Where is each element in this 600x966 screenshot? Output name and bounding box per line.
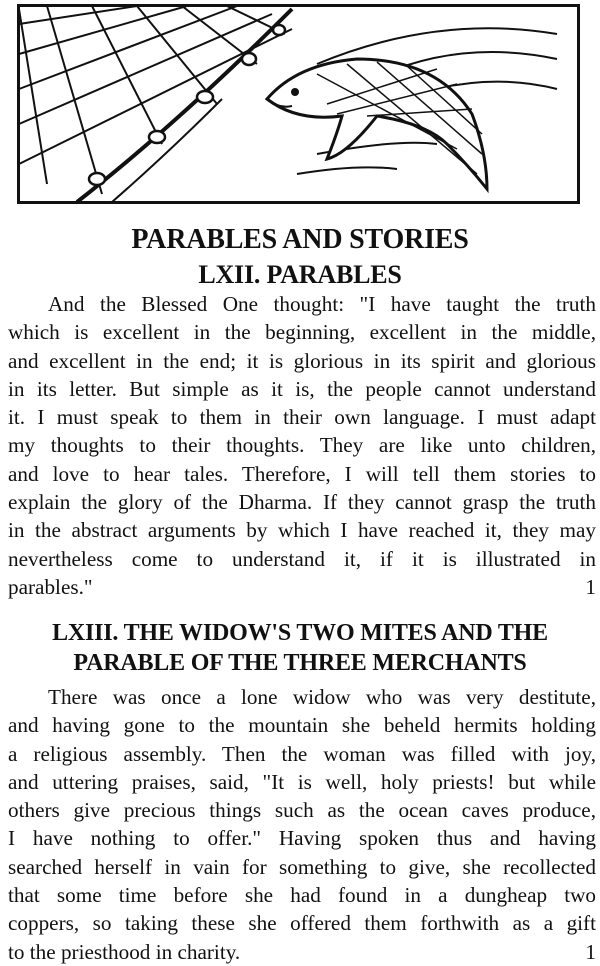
section-title-line: LXIII. THE WIDOW'S TWO MITES AND THE <box>52 620 548 646</box>
text-line: a religious assembly. Then the woman was filled with joy, <box>8 741 596 766</box>
text-line: in the abstract arguments by which I have reached it, they may <box>8 518 596 543</box>
text-line: and uttering praises, said, "It is well, holy priests! but while <box>8 769 596 794</box>
paragraph-parables <box>8 290 596 601</box>
text-line: and excellent in the end; it is glorious in its spirit and glorious <box>8 348 596 373</box>
text-line: coppers, so taking these she offered them forthwith as a gift <box>8 911 596 936</box>
text-line: which is excellent in the beginning, excellent in the middle, <box>8 320 596 345</box>
text-line: And the Blessed One thought: "I have taught the truth <box>48 292 596 316</box>
text-line: There was once a lone widow who was very destitute, <box>48 685 596 709</box>
text-line-last <box>8 573 596 601</box>
text-line: to the priesthood in charity. <box>8 939 241 964</box>
section-title-parables: LXII. PARABLES <box>198 260 402 289</box>
text-line: my thoughts to their thoughts. They are like unto children, <box>8 433 596 458</box>
fish-net-drawing <box>17 4 580 204</box>
text-line: that some time before she had found in a dungheap two <box>8 883 596 908</box>
text-line: others give precious things such as the ocean caves produce, <box>8 798 596 823</box>
section-title-line: PARABLE OF THE THREE MERCHANTS <box>73 650 527 676</box>
text-line: explain the glory of the Dharma. If they cannot grasp the truth <box>8 490 596 515</box>
text-line: nevertheless come to understand it, if it is illustrated in <box>8 546 596 571</box>
verse-number: 1 <box>585 574 596 599</box>
text-line: in its letter. But simple as it is, the people cannot understand <box>8 376 596 401</box>
page-title: PARABLES AND STORIES <box>131 224 469 255</box>
text-line: parables." <box>8 574 93 599</box>
text-line: and having gone to the mountain she beheld hermits holding <box>8 713 596 738</box>
verse-number: 1 <box>585 939 596 964</box>
text-line: I have nothing to offer." Having spoken thus and having <box>8 826 596 851</box>
section-title-widows-mites <box>0 618 600 678</box>
text-line: and love to hear tales. Therefore, I will tell them stories to <box>8 461 596 486</box>
paragraph-widows-mites <box>8 683 596 966</box>
text-line: it. I must speak to them in their own language. I must adapt <box>8 405 596 430</box>
text-line: searched herself in vain for something to give, she recollected <box>8 854 596 879</box>
fish-and-net-illustration <box>17 4 580 204</box>
